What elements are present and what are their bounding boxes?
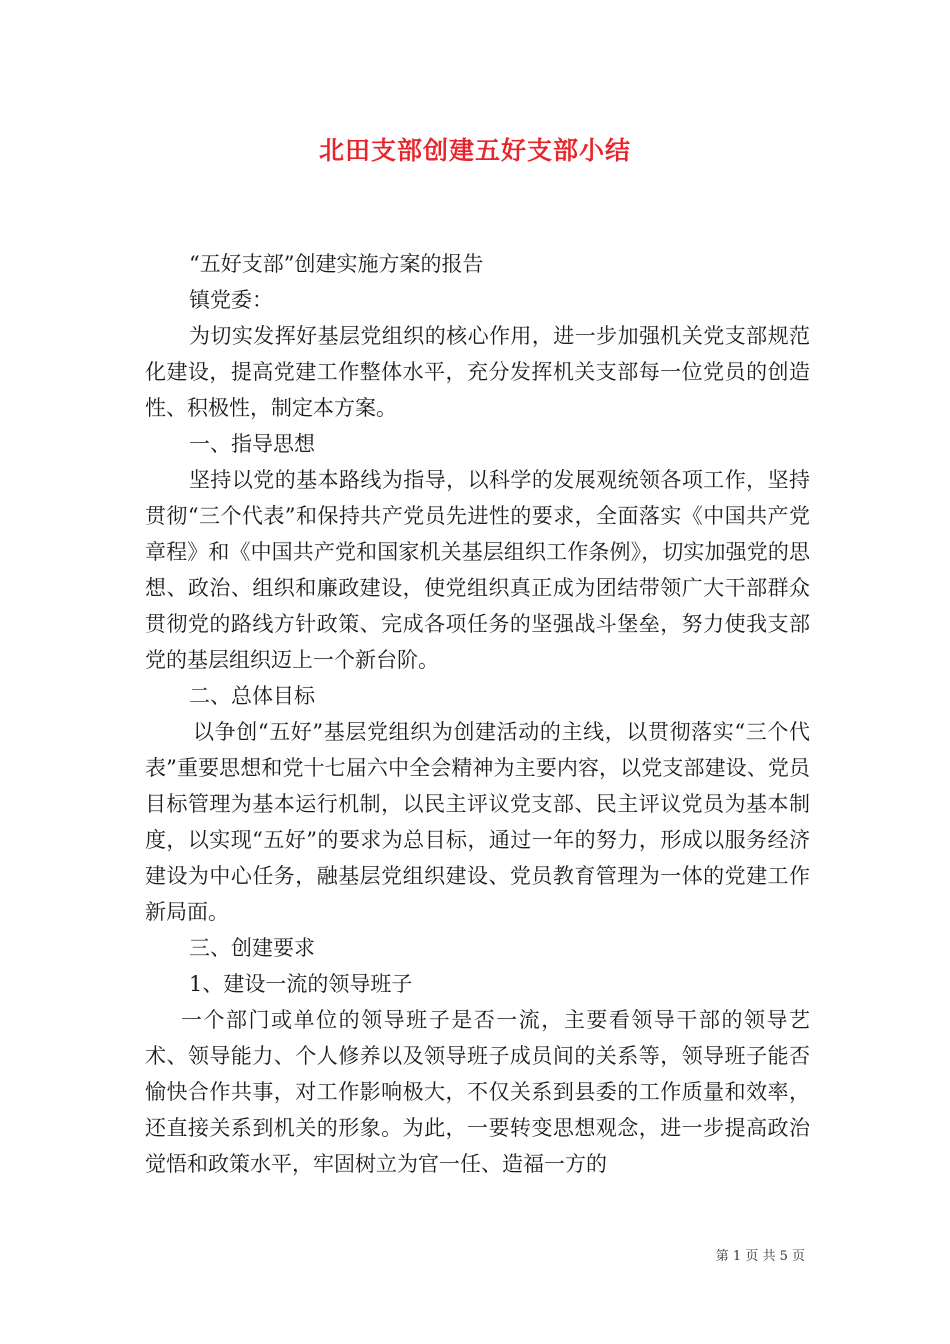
page-number-footer: 第 1 页 共 5 页 bbox=[715, 1249, 805, 1264]
section-heading-guiding-ideology: 一、指导思想 bbox=[189, 432, 315, 456]
overall-goal-paragraph: 以争创“五好”基层党组织为创建活动的主线，以贯彻落实“三个代表”重要思想和党十七届六中全会精神为主要内容，以党支部建设、党员目标管理为基本运行机制，以民主评议党支部、民主评议党员为基本制度，以实现“五好”的要求为总目标，通过一年的努力，形成以服务经济建设为中心任务，融基层党组织建设、党员教育管理为一体的党建工作新局面。 bbox=[145, 720, 810, 924]
guiding-ideology-paragraph: 坚持以党的基本路线为指导，以科学的发展观统领各项工作，坚持贯彻“三个代表”和保持共产党员先进性的要求，全面落实《中国共产党章程》和《中国共产党和国家机关基层组织工作条例》，切实加强党的思想、政治、组织和廉政建设，使党组织真正成为团结带领广大干部群众贯彻党的路线方针政策、完成各项任务的坚强战斗堡垒，努力使我支部党的基层组织迈上一个新台阶。 bbox=[145, 468, 810, 672]
salutation: 镇党委： bbox=[189, 288, 273, 312]
intro-paragraph: 为切实发挥好基层党组织的核心作用，进一步加强机关党支部规范化建设，提高党建工作整体水平，充分发挥机关支部每一位党员的创造性、积极性，制定本方案。 bbox=[145, 324, 810, 420]
section-heading-overall-goal: 二、总体目标 bbox=[189, 684, 315, 708]
leadership-paragraph: 一个部门或单位的领导班子是否一流，主要看领导干部的领导艺术、领导能力、个人修养以及领导班子成员间的关系等，领导班子能否愉快合作共事，对工作影响极大，不仅关系到县委的工作质量和效率，还直接关系到机关的形象。为此，一要转变思想观念，进一步提高政治觉悟和政策水平，牢固树立为官一任、造福一方的 bbox=[145, 1008, 810, 1176]
section-heading-requirements: 三、创建要求 bbox=[189, 936, 315, 960]
subsection-heading-leadership: 1、建设一流的领导班子 bbox=[189, 972, 413, 996]
document-title: 北田支部创建五好支部小结 bbox=[318, 136, 631, 165]
report-heading: “五好支部”创建实施方案的报告 bbox=[189, 252, 484, 276]
document-body bbox=[145, 246, 810, 1182]
